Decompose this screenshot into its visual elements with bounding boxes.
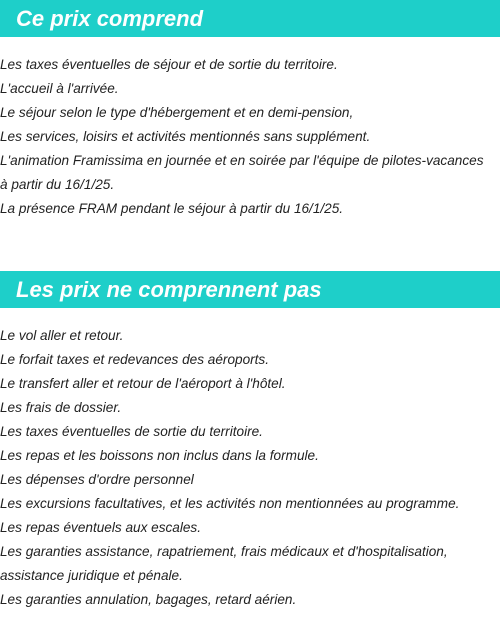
list-item: Les repas éventuels aux escales. — [0, 520, 202, 535]
list-item: Les taxes éventuelles de sortie du territoire. — [0, 424, 263, 439]
list-item: à partir du 16/1/25. — [0, 177, 115, 192]
included-list — [0, 53, 500, 221]
list-item: L'accueil à l'arrivée. — [0, 81, 119, 96]
section-header-included: Ce prix comprend — [0, 0, 500, 37]
excluded-list — [0, 324, 500, 612]
list-item: Le transfert aller et retour de l'aéroport à l'hôtel. — [0, 376, 286, 391]
list-item: L'animation Framissima en journée et en soirée par l'équipe de pilotes-vacances — [0, 153, 484, 168]
list-item: assistance juridique et pénale. — [0, 568, 183, 583]
list-item: Le forfait taxes et redevances des aéroports. — [0, 352, 270, 367]
list-item: Les repas et les boissons non inclus dans la formule. — [0, 448, 319, 463]
list-item: Les garanties annulation, bagages, retard aérien. — [0, 592, 297, 607]
list-item: Les frais de dossier. — [0, 400, 122, 415]
list-item: Les taxes éventuelles de séjour et de sortie du territoire. — [0, 57, 338, 72]
list-item: Les excursions facultatives, et les activités non mentionnées au programme. — [0, 496, 460, 511]
list-item: La présence FRAM pendant le séjour à partir du 16/1/25. — [0, 201, 344, 216]
list-item: Les services, loisirs et activités mentionnés sans supplément. — [0, 129, 371, 144]
list-item: Les garanties assistance, rapatriement, frais médicaux et d'hospitalisation, — [0, 544, 448, 559]
list-item: Le vol aller et retour. — [0, 328, 124, 343]
list-item: Les dépenses d'ordre personnel — [0, 472, 194, 487]
list-item: Le séjour selon le type d'hébergement et en demi-pension, — [0, 105, 354, 120]
section-header-excluded: Les prix ne comprennent pas — [0, 271, 500, 308]
